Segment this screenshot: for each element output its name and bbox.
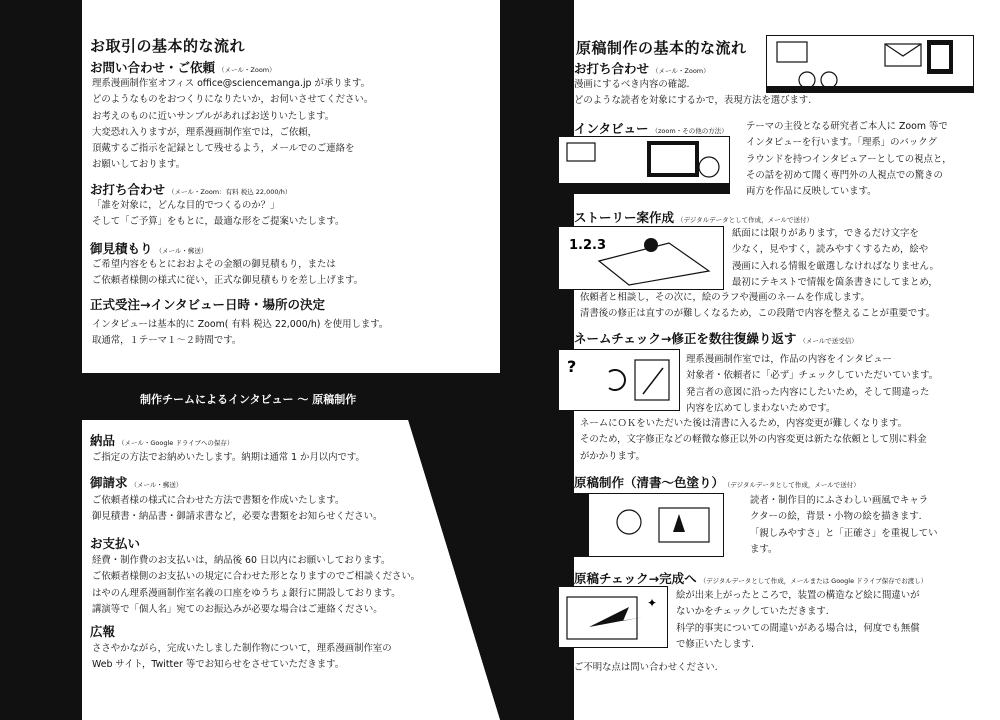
step-body: テーマの主役となる研究者ご本人に Zoom 等で インタビューを行います。「理系」のバックグ ラウンドを持つインタビュアーとしての視点と， その話を初めて聞く専門外の人視点での驚きの 両方を作品に反映しています。 [746,121,952,198]
interview-illustration [558,136,730,194]
step-heading: お打ち合わせ （メール・Zoom） [574,61,710,76]
step-body: 理系漫画制作室では，作品の内容をインタビュー 対象者・依頼者に「必ず」チェックしていただいています。 発言者の意図に沿った内容にしたいため，そして間違った 内容を広めてしまわないためです。 [686,354,939,414]
step-body: 経費・制作費のお支払いは，納品後 60 日以内にお願いしております。 ご依頼者様側のお支払いの規定に合わせた形となりますのでご相談ください。 はやのん理系漫画制作室名義の口座をゆうちょ銀行に開設しております。 講演等で「個人名」宛てのお振込みが必要な場合はご連絡ください。 [92,555,421,615]
step-number: 4 [68,297,78,312]
step-body: ネームにＯＫをいただいた後は清書に入るため，内容変更が難しくなります。 そのため，文字修正などの軽微な修正以外の内容変更は新たな依頼として別に料金 がかかります。 [580,418,927,462]
step-number: 4 [552,330,562,345]
right-title: 原稿制作の基本的な流れ [576,39,747,57]
step-heading: 原稿制作（清書〜色塗り） （デジタルデータとして作成，メールで送付） [574,475,860,490]
step-number: 5 [552,474,562,489]
step-heading: ストーリー案作成 （デジタルデータとして作成，メールで送付） [574,210,813,225]
step-body: 依頼者と相談し，その次に，絵のラフや漫画のネームを作成します。 清書後の修正は直すのが難しくなるため，この段階で内容を整えることが重要です。 [580,292,936,320]
svg-text:?: ? [567,357,577,376]
step-number: 1 [552,58,562,73]
closing-note: ご不明な点は問い合わせください. [574,662,718,673]
step-number: 2 [68,181,78,196]
final-check-illustration [558,586,668,648]
step-body: ご希望内容をもとにおおよその金額の御見積もり，または ご依頼者様側の様式に従い，正式な御見積もりを差し上げます。 [92,259,364,287]
step-heading: お打ち合わせ （メール・Zoom：有料 税込 22,000/h） [90,182,292,197]
step-body: ご依頼者様の様式に合わせた方法で書類を作成いたします。 御見積書・納品書・御請求書など，必要な書類をお知らせください。 [92,495,383,523]
step-heading: 広報 [90,624,116,639]
step-heading: 御見積もり （メール・郵送） [90,241,208,256]
step-heading: 御請求 （メール・郵送） [90,475,183,490]
step-body: ささやかながら，完成いたしました制作物について，理系漫画制作室の Web サイト，Twitter 等でお知らせをさせていただきます。 [92,643,392,671]
artwork-illustration [558,493,724,557]
step-heading: 原稿チェック→完成へ （デジタルデータとして作成，メールまたは Google ドライブ保存でお渡し） [574,571,928,586]
step-heading: お問い合わせ・ご依頼 （メール・Zoom） [90,60,276,75]
step-number: 8 [68,624,78,639]
step-body: 紙面には限りがあります，できるだけ文字を 少なく，見やすく，読みやすくするため，絵や 漫画に入れる情報を厳選しなければなりません。 最初にテキストで情報を箇条書きにしてまとめ， [732,228,939,288]
step-body: ご指定の方法でお納めいたします。納期は通常 1 か月以内です。 [92,452,365,463]
step-number: 6 [552,570,562,585]
step-number: 7 [68,536,78,551]
middle-band-label: 制作チームによるインタビュー 〜 原稿制作 [140,393,357,406]
name-check-illustration [558,349,680,411]
svg-text:1.2.3: 1.2.3 [569,238,607,253]
step-body: 読者・制作目的にふさわしい画風でキャラ クターの絵，背景・小物の絵を描きます. 「親しみやすさ」と「正確さ」を重視してい ます。 [750,495,938,555]
step-number: 5 [68,433,78,448]
step-body: 漫画にするべき内容の確認. どのような読者を対象にするかで，表現方法を選びます. [574,79,812,107]
step-number: 3 [552,209,562,224]
step-body: 絵が出来上がったところで，装置の構造など絵に間違いが ないかをチェックしていただきます. 科学的事実についての間違いがある場合は，何度でも無償 で修正いたします. [676,590,920,650]
step-number: 1 [68,60,78,75]
step-heading: お支払い [90,536,141,551]
step-heading: 正式受注→インタビュー日時・場所の決定 [90,297,325,312]
step-heading: インタビュー （zoom・その他の方法） [574,121,728,136]
step-heading: 納品 （メール・Google ドライブへの保存） [90,433,234,448]
step-heading: ネームチェック→修正を数往復繰り返す （メールで送受信） [574,331,858,346]
svg-text:✦: ✦ [647,596,658,610]
step-body: 理系漫画制作室オフィス office@sciencemanga.jp が承ります。 どのようなものをおつくりになりたいか，お伺いさせてください。 お考えのものに近いサンプルがあればお送りいたします。 大変恐れ入りますが，理系漫画制作室では，ご依頼， 頂戴するご指示を記録として残せるよう，メールでのご連絡を お願いしております。 [92,78,374,171]
story-illustration [558,226,724,290]
step-number: 3 [68,240,78,255]
left-title: お取引の基本的な流れ [90,37,246,55]
step-body: インタビューは基本的に Zoom( 有料 税込 22,000/h) を使用します。 取通常，１テーマ１～２時間です。 [92,319,389,347]
step-body: 「誰を対象に，どんな目的でつくるのか？」 そして「ご予算」をもとに，最適な形をご提案いたします。 [92,200,345,228]
step-number: 6 [68,475,78,490]
step-number: 2 [552,120,562,135]
